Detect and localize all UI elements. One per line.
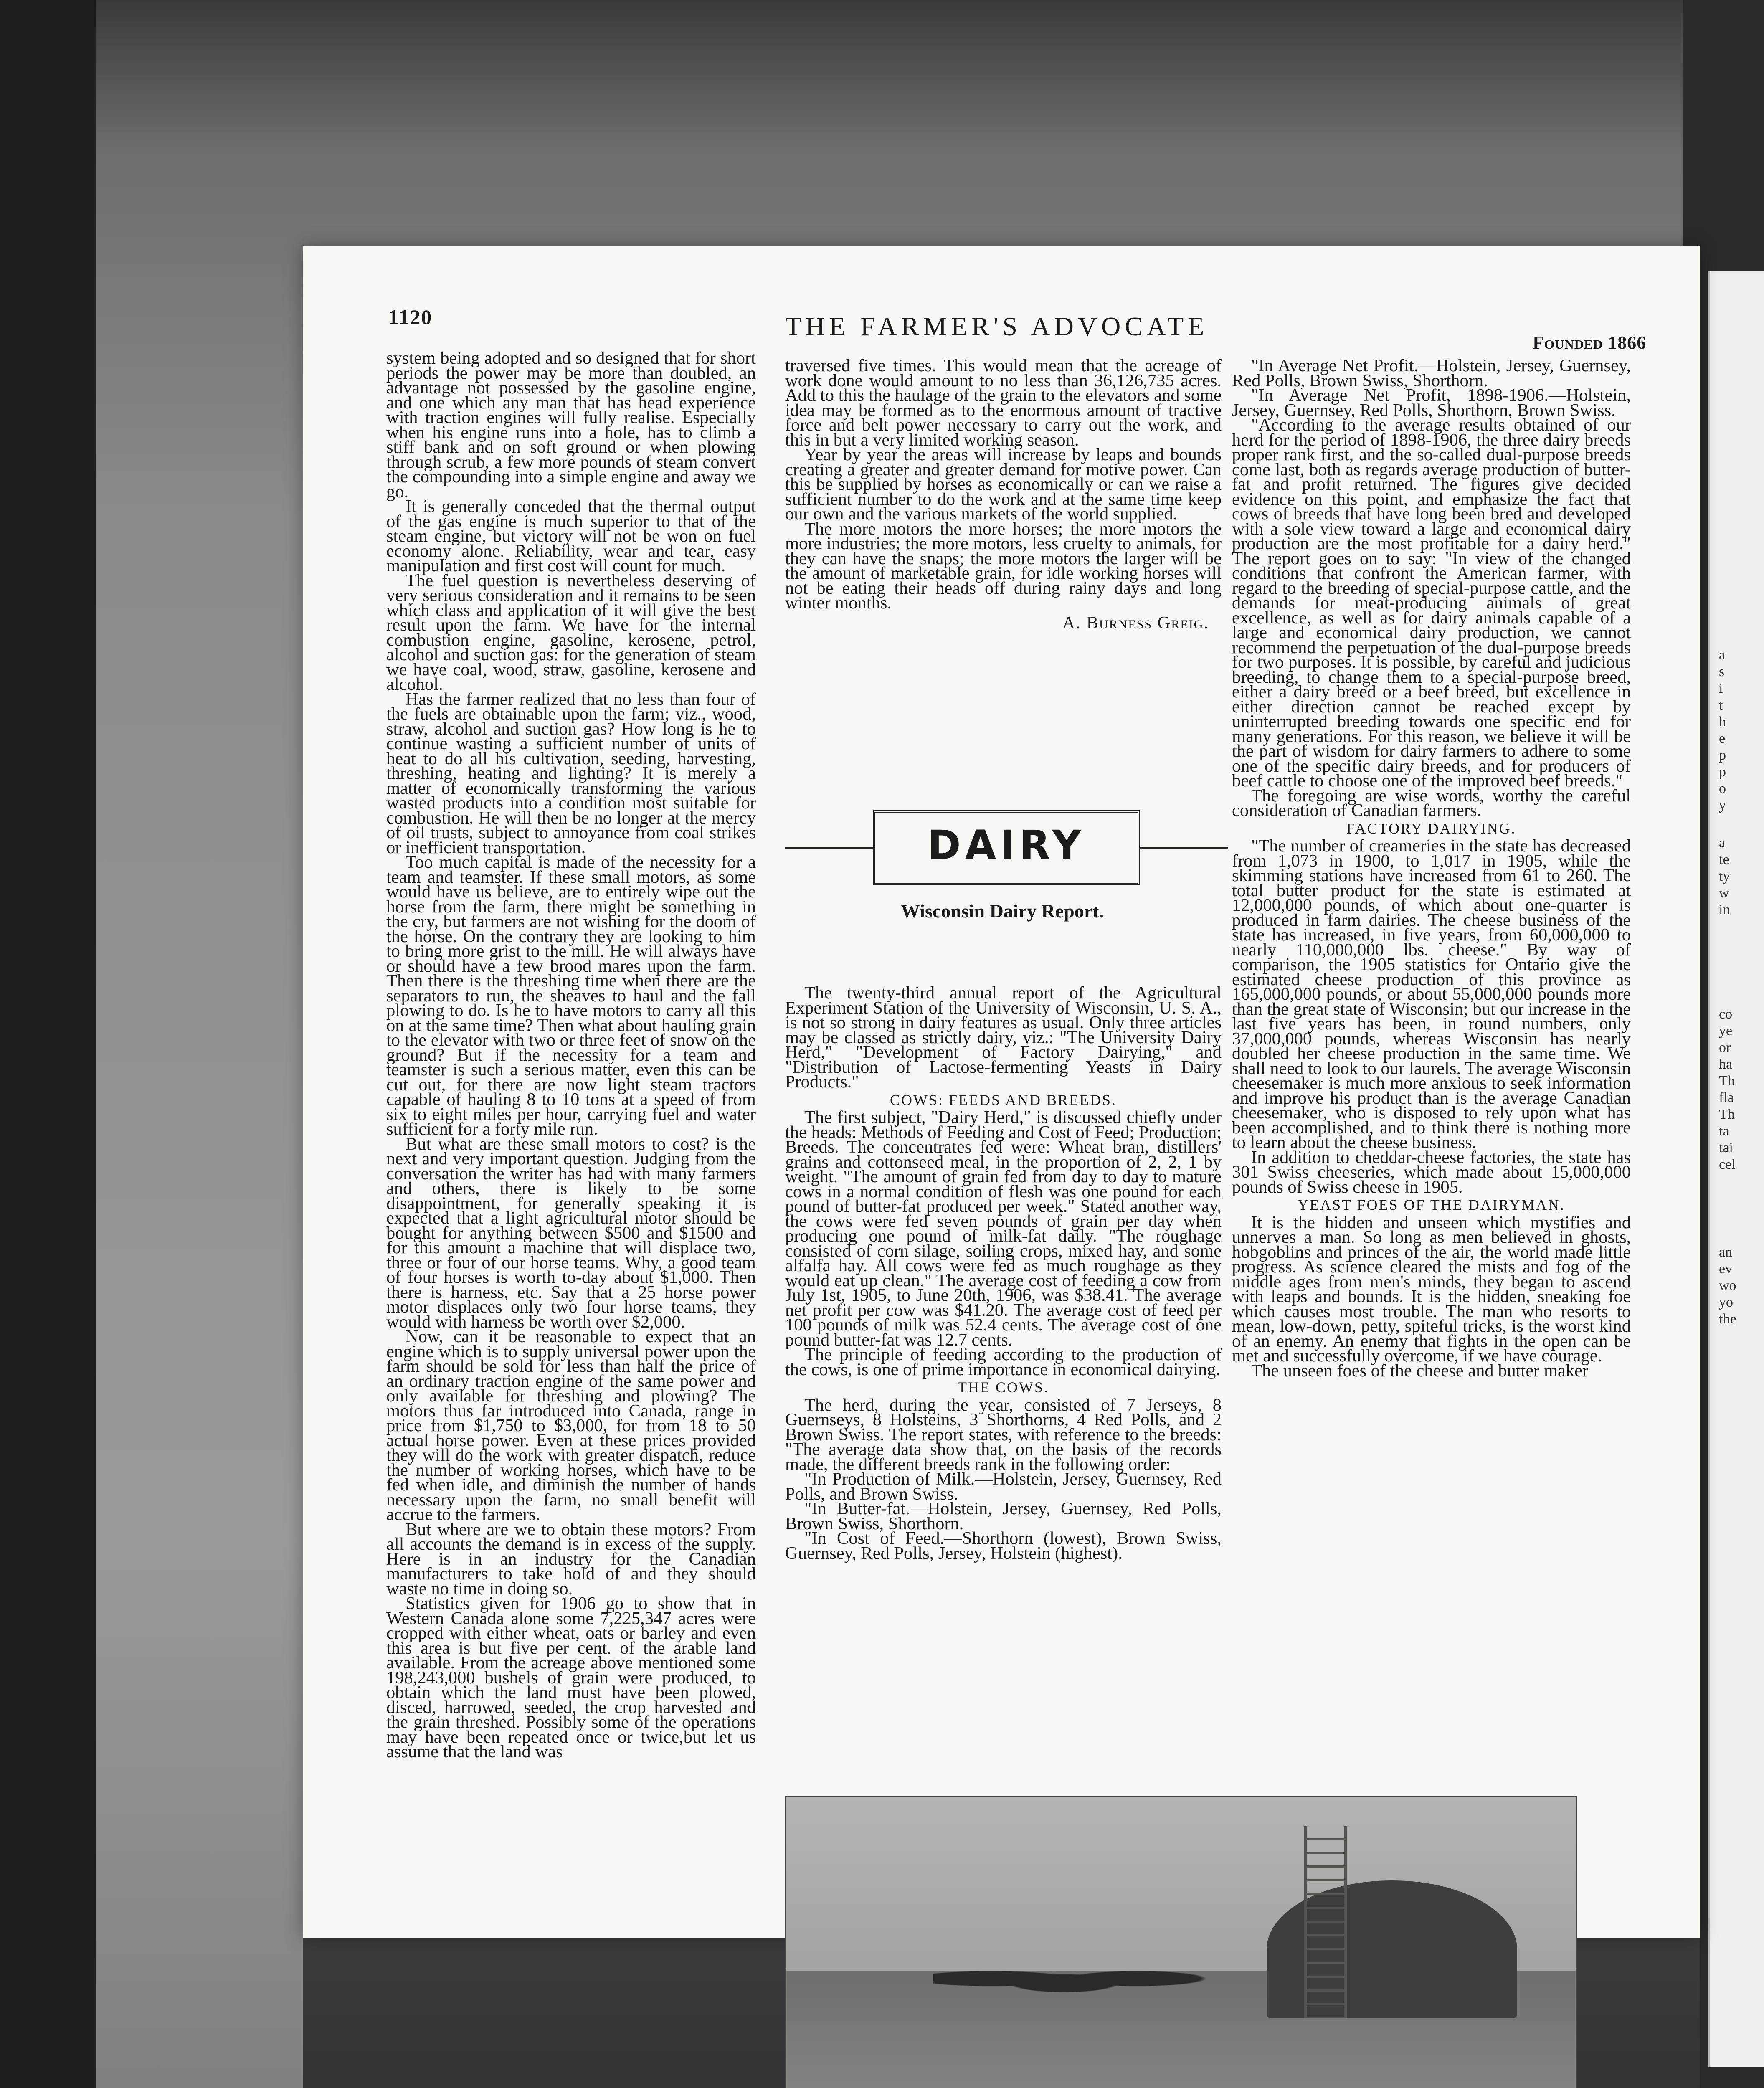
next-page-fragment: t xyxy=(1719,697,1723,713)
next-page-fragment: ev xyxy=(1719,1261,1733,1277)
paragraph: It is generally conceded that the thermal output of the gas engine is much superior to that of the steam engine, but victory will not be won on fuel economy alone. Reliability, wear and tear, easy manipulation and first cost will count for much. xyxy=(386,497,756,575)
next-page-fragment: wo xyxy=(1719,1278,1736,1293)
next-page-fragment: ha xyxy=(1719,1057,1733,1072)
next-page-fragment: i xyxy=(1719,681,1723,696)
next-page-fragment: Th xyxy=(1719,1107,1735,1122)
column-1 xyxy=(386,348,756,1761)
article-title: Wisconsin Dairy Report. xyxy=(901,900,1104,922)
next-page-fragment: a xyxy=(1719,647,1726,663)
next-page-fragment: ta xyxy=(1719,1123,1729,1139)
next-page-fragment: an xyxy=(1719,1244,1733,1260)
subheading: YEAST FOES OF THE DAIRYMAN. xyxy=(1298,1196,1565,1213)
next-page-fragment: h xyxy=(1719,714,1726,730)
paragraph: "In Cost of Feed.—Shorthorn (lowest), Brown Swiss, Guernsey, Red Polls, Jersey, Holstein (highest). xyxy=(785,1528,1222,1563)
subheading: FACTORY DAIRYING. xyxy=(1346,820,1516,837)
paragraph: Has the farmer realized that no less than four of the fuels are obtainable upon the farm; viz., wood, straw, alcohol and suction gas? How long is he to continue wasting a sufficient number of units of heat to do all his cultivation, seeding, harvesting, threshing, heating and lighting? It is merely a matter of economically transforming the various wasted products into a condition most suitable for combustion. He will then be no longer at the mercy of oil trusts, subject to annoyance from coal strikes or inefficient transportation. xyxy=(386,689,756,857)
banner-rule-left xyxy=(785,847,873,849)
next-page-fragment: tai xyxy=(1719,1140,1733,1155)
paragraph: Year by year the areas will increase by leaps and bounds creating a greater and greater demand for motive power. Can this be supplied by horses as economically or can we raise a sufficient number to do the work and at the same time keep our own and the various markets of the world supplied. xyxy=(785,445,1222,524)
next-page-fragment: p xyxy=(1719,764,1726,780)
paragraph: traversed five times. This would mean that the acreage of work done would amount to no less than 36,126,735 acres. Add to this the haulage of the grain to the elevators and some idea may be formed as to the enormous amount of tractive force and belt power necessary to carry out the work, and this in but a very limited working season. xyxy=(785,356,1222,450)
paragraph: "In Production of Milk.—Holstein, Jersey, Guernsey, Red Polls, and Brown Swiss. xyxy=(785,1469,1222,1504)
paragraph: "The number of creameries in the state has decreased from 1,073 in 1900, to 1,017 in 1905, while the skimming stations have increased from 61 to 260. The total butter product for the state is estimated at 12,000,000 pounds, of which about one-quarter is produced in farm dairies. The cheese business of the state has increased, in five years, from 60,000,000 to nearly 110,000,000 lbs. cheese." By way of comparison, the 1905 statistics for Ontario give the estimated cheese production of this province as 165,000,000 pounds, or about 55,000,000 pounds more than the great state of Wisconsin; but our increase in the last five years has been, in round numbers, only 37,000,000 pounds, whereas Wisconsin has nearly doubled her cheese production in the same time. We shall need to look to our laurels. The average Wisconsin cheesemaker is much more anxious to seek information and improve his product than is the average Canadian cheesemaker, who is disposed to rely upon what has been accomplished, and to think there is nothing more to learn about the cheese business. xyxy=(1232,836,1631,1152)
paragraph: The fuel question is nevertheless deserving of very serious consideration and it remains to be seen which class and application of it will give the best result upon the farm. We have for the internal combustion engine, gasoline, kerosene, petrol, alcohol and suction gas: for the generation of steam we have coal, wood, straw, gasoline, kerosene and alcohol. xyxy=(386,570,756,694)
paragraph: system being adopted and so designed that for short periods the power may be more than doubled, an advantage not possessed by the gasoline engine, and one which any man that has head experience with traction engines will fully realise. Especially when his engine runs into a hole, has to climb a stiff bank and on soft ground or when plowing through scrub, a few more pounds of steam convert the compounding into a simple engine and away we go. xyxy=(386,348,756,502)
paragraph: Too much capital is made of the necessity for a team and teamster. If these small motors, as some would have us believe, are to entirely wipe out the horse from the farm, there might be something in the cry, but farmers are not wishing for the doom of the horse. On the contrary they are looking to him to bring more grist to the mill. He will always have or should have a few brood mares upon the farm. Then there is the threshing time when there are the separators to run, the sheaves to haul and the fall plowing to do. Is he to have motors to carry all this on at the same time? Then what about hauling grain to the elevator with two or three feet of snow on the ground? But if the necessity for a team and teamster is such a serious matter, even this can be cut out, for there are now light steam tractors capable of hauling 8 to 10 tons at a speed of from six to eight miles per hour, carrying fuel and water sufficient for a forty mile run. xyxy=(386,852,756,1139)
paragraph: "In Average Net Profit.—Holstein, Jersey, Guernsey, Red Polls, Brown Swiss, Shorthorn. xyxy=(1232,356,1631,390)
hay-stacker-frame xyxy=(1304,1826,1347,2018)
banner-rule-right xyxy=(1140,847,1228,849)
column-3 xyxy=(1232,356,1631,1381)
next-page-fragment: yo xyxy=(1719,1295,1733,1310)
next-page-fragment: cel xyxy=(1719,1157,1736,1172)
next-page-fragment: ty xyxy=(1719,869,1730,884)
paragraph: But where are we to obtain these motors? From all accounts the demand is in excess of the supply. Here is in an industry for the Canadian manufacturers to take hold of and they should waste no time in doing so. xyxy=(386,1519,756,1599)
dairy-section-banner xyxy=(873,810,1140,885)
next-page-fragment: p xyxy=(1719,748,1726,763)
paragraph: The twenty-third annual report of the Agricultural Experiment Station of the University of Wisconsin, U. S. A., is not so strong in dairy features as usual. Only three articles may be classed as strictly dairy, viz.: "The University Dairy Herd," "Development of Factory Dairying," and "Distribution of Lactose-fermenting Yeasts in Dairy Products." xyxy=(785,983,1222,1092)
paragraph: It is the hidden and unseen which mystifies and unnerves a man. So long as men believed in ghosts, hobgoblins and princes of the air, the world made little progress. As science cleared the mists and fog of the middle ages from men's minds, they began to ascend with leaps and bounds. It is the hidden, sneaking foe which causes most trouble. The man who resorts to mean, low-down, petty, spiteful tricks, is the worst kind of an enemy. An enemy that fights in the open can be met and successfully overcome, if we have courage. xyxy=(1232,1212,1631,1366)
next-page-fragment: s xyxy=(1719,664,1725,679)
next-page-edge xyxy=(1708,271,1764,2067)
next-page-fragment: the xyxy=(1719,1311,1736,1327)
next-page-fragment: or xyxy=(1719,1040,1731,1055)
next-page-fragment: co xyxy=(1719,1006,1733,1022)
subheading: THE COWS. xyxy=(958,1379,1049,1396)
next-page-fragment: te xyxy=(1719,852,1729,867)
paragraph: Statistics given for 1906 go to show that in Western Canada alone some 7,225,347 acres were cropped with either wheat, oats or barley and even this area is but five per cent. of the arable land available. From the acreage above mentioned some 198,243,000 bushels of grain were produced, to obtain which the land must have been plowed, disced, harrowed, seeded, the crop harvested and the grain threshed. Possibly some of the operations may have been repeated once or twice,but let us assume that the land was xyxy=(386,1594,756,1761)
paragraph: Now, can it be reasonable to expect that an engine which is to supply universal power upon the farm should be sold for less than half the price of an ordinary traction engine of the same power and only available for threshing and plowing? The motors thus far introduced into Canada, range in price from $1,750 to $3,000, for from 18 to 50 actual horse power. Even at these prices provided they will do the work with greater dispatch, reduce the number of working horses, which have to be fed when idle, and diminish the number of hands necessary upon the farm, no small benefit will accrue to the farmers. xyxy=(386,1327,756,1524)
paragraph: The first subject, "Dairy Herd," is discussed chiefly under the heads: Methods of Feeding and Cost of Feed; Production; Breeds. The concentrates fed were: Wheat bran, distillers' grains and cottonseed meal, in the proportion of 2, 2, 1 by weight. "The amount of grain fed from day to day to mature cows in a normal condition of flesh was one pound for each pound of butter-fat produced per week." Stated another way, the cows were fed seven pounds of grain per day when producing one pound of milk-fat daily. "The roughage consisted of corn silage, soiling crops, mixed hay, and some alfalfa hay. All cows were fed as much roughage as they would eat up clean." The average cost of feeding a cow from July 1st, 1905, to June 20th, 1906, was $38.41. The average net profit per cow was $41.20. The average cost of feed per 100 pounds of milk was 52.4 cents. The average cost of one pound butter-fat was 12.7 cents. xyxy=(785,1107,1222,1350)
paragraph: The foregoing are wise words, worthy the careful consideration of Canadian farmers. xyxy=(1232,786,1631,820)
paragraph: The more motors the more horses; the more motors the more industries; the more motors, less cruelty to animals, for they can have the snaps; the more motors the larger will be the amount of marketable grain, for idle working horses will not be eating their heads off during rainy days and long winter months. xyxy=(785,519,1222,613)
author-signature: A. Burness Greig. xyxy=(1062,613,1209,633)
next-page-fragment: Th xyxy=(1719,1073,1735,1089)
paragraph: The principle of feeding according to the production of the cows, is one of prime importance in economical dairying. xyxy=(785,1345,1222,1379)
next-page-fragment: a xyxy=(1719,835,1726,851)
paragraph: But what are these small motors to cost? is the next and very important question. Judging from the conversation the writer has had with many farmers and others, there is likely to be some disappointment, for generally speaking it is expected that a light agricultural motor should be bought for anything between $500 and $1500 and for this amount a machine that will displace two, three or four of our horse teams. Why, a good team of four horses is worth to-day about $1,000. Then there is harness, etc. Say that a 25 horse power motor displaces only two four horse teams, they would with harness be worth over $2,000. xyxy=(386,1134,756,1332)
next-page-fragment: o xyxy=(1719,781,1726,796)
next-page-fragment: ye xyxy=(1719,1023,1733,1039)
next-page-fragment: e xyxy=(1719,731,1726,746)
paragraph: "According to the average results obtained of our herd for the period of 1898-1906, the three dairy breeds proper rank first, and the so-called dual-purpose breeds come last, both as regards average production of butter-fat and profit returned. The figures give decided evidence on this point, and emphasize the fact that cows of breeds that have long been bred and developed with a sole view toward a large and economical dairy production are the most profitable for a dairy herd." The report goes on to say: "In view of the changed conditions that confront the American farmer, with regard to the breeding of special-purpose cattle, and the demands for meat-producing animals of great excellence, as well as for dairy animals capable of a large and economical dairy production, we cannot recommend the perpetuation of the dual-purpose breeds for two purposes. It is possible, by careful and judicious breeding, to change them to a special-purpose breed, either a dairy breed or a beef breed, but excellence in either direction cannot be reached except by uninterrupted breeding towards one specific end for many generations. For this reason, we believe it will be the part of wisdom for dairy farmers to adhere to some one of the specific dairy breeds, and for producers of beef cattle to choose one of the improved beef breeds." xyxy=(1232,415,1631,791)
paragraph: In addition to cheddar-cheese factories, the state has 301 Swiss cheeseries, which made about 15,000,000 pounds of Swiss cheese in 1905. xyxy=(1232,1147,1631,1197)
next-page-fragment: in xyxy=(1719,902,1730,917)
paragraph: The herd, during the year, consisted of 7 Jerseys, 8 Guernseys, 8 Holsteins, 3 Shorthorns, 4 Red Polls, and 2 Brown Swiss. The report states, with reference to the breeds: "The average data show that, on the basis of the records made, the different breeds rank in the following order: xyxy=(785,1395,1222,1474)
paragraph: The unseen foes of the cheese and butter maker xyxy=(1251,1361,1589,1381)
next-page-fragment: y xyxy=(1719,798,1726,813)
next-page-fragment: w xyxy=(1719,885,1729,901)
paragraph: "In Butter-fat.—Holstein, Jersey, Guernsey, Red Polls, Brown Swiss, Shorthorn. xyxy=(785,1499,1222,1533)
next-page-fragment: fla xyxy=(1719,1090,1734,1105)
haystack-photo xyxy=(785,1796,1577,2088)
scan-left-edge xyxy=(0,0,96,2088)
paragraph: "In Average Net Profit, 1898-1906.—Holstein, Jersey, Guernsey, Red Polls, Shorthorn, Brown Swiss. xyxy=(1232,385,1631,420)
subheading: COWS: FEEDS AND BREEDS. xyxy=(890,1091,1117,1108)
masthead: THE FARMER'S ADVOCATE xyxy=(785,312,1209,341)
founded-note: Founded 1866 xyxy=(1533,332,1647,353)
banner-title: DAIRY xyxy=(928,822,1085,869)
column-2-top xyxy=(785,356,1222,633)
horse-teams xyxy=(933,1956,1225,2002)
page-number: 1120 xyxy=(388,305,433,329)
column-2-report xyxy=(785,983,1222,1563)
